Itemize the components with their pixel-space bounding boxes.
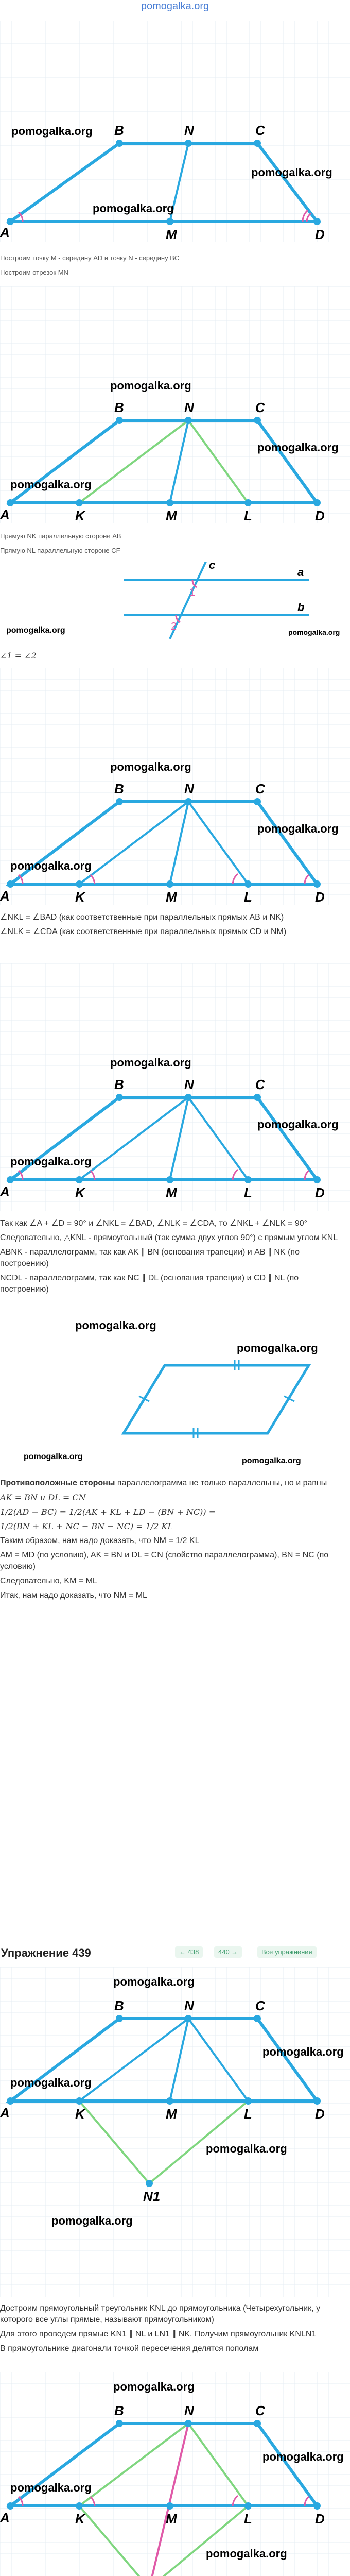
point-N1 <box>146 2180 153 2187</box>
point-D <box>313 1176 321 1183</box>
point-A <box>7 499 14 506</box>
watermark: pomogalka.org <box>110 760 191 773</box>
point-N <box>185 2015 192 2022</box>
watermark: pomogalka.org <box>110 379 191 392</box>
steps-1 <box>0 252 346 281</box>
watermark: pomogalka.org <box>75 1319 156 1332</box>
next-exercise-button[interactable]: 440 → <box>214 1946 242 1958</box>
watermark: pomogalka.org <box>262 2450 344 2463</box>
watermark: pomogalka.org <box>206 2547 287 2560</box>
watermark: pomogalka.org <box>257 822 339 835</box>
point-A <box>7 2097 14 2105</box>
label-A: A <box>0 225 10 240</box>
label-D: D <box>315 508 325 523</box>
para-c-4: Таким образом, нам надо доказать, что NM = 1/2 KL <box>0 1536 200 1545</box>
watermark: pomogalka.org <box>10 2076 92 2089</box>
grid-background <box>0 1967 350 2297</box>
label-N: N <box>184 123 194 138</box>
label-L: L <box>244 2106 252 2122</box>
label-D: D <box>315 889 325 905</box>
point-N <box>185 140 192 147</box>
figure-trapezoid-2 <box>0 286 350 523</box>
point-A <box>7 880 14 888</box>
watermark: pomogalka.org <box>93 202 174 215</box>
trapezoid-2-svg <box>0 286 350 523</box>
watermark: pomogalka.org <box>242 1456 301 1465</box>
point-M <box>166 2502 173 2510</box>
figure-trapezoid-5 <box>0 1967 350 2297</box>
figure-parallelogram <box>0 1319 350 1468</box>
parallelogram-svg <box>0 1319 350 1468</box>
point-C <box>254 417 261 424</box>
label-B: B <box>114 781 124 796</box>
label-angle-1: 1 <box>189 587 196 598</box>
point-B <box>116 417 123 424</box>
parallel-lines-svg <box>0 562 350 639</box>
para-c-intro <box>0 1478 346 1489</box>
point-M <box>166 499 173 506</box>
label-A: A <box>0 2105 10 2121</box>
para-b-2: Следовательно, △KNL - прямоугольный (так сумма двух углов 90°) с прямым углом KNL <box>0 1233 338 1242</box>
step-1-1: Построим точку M - середину AD и точку N - середину BC <box>0 254 180 262</box>
label-K: K <box>75 889 85 905</box>
watermark: pomogalka.org <box>6 626 65 635</box>
label-C: C <box>255 2403 265 2418</box>
label-C: C <box>255 1077 265 1092</box>
para-c-6: Следовательно, KM = ML <box>0 1577 97 1585</box>
watermark: pomogalka.org <box>288 628 340 636</box>
watermark: pomogalka.org <box>24 1452 83 1461</box>
label-A: A <box>0 888 10 904</box>
point-K <box>76 1176 83 1183</box>
para-b-4: NCDL - параллелограмм, так как NC ∥ DL (основания трапеции) и CD ∥ NL (по построению) <box>0 1274 299 1294</box>
para-c-5: AM = MD (по условию), AK = BN и DL = CN (свойство параллелограмма), BN = NC (по условию) <box>0 1551 329 1571</box>
label-M: M <box>166 889 177 905</box>
site-link[interactable]: pomogalka.org <box>141 1 209 12</box>
point-D <box>313 499 321 506</box>
label-L: L <box>244 889 252 905</box>
point-B <box>116 2420 123 2427</box>
point-M <box>166 880 173 888</box>
watermark: pomogalka.org <box>251 166 332 179</box>
para-d-1: Достроим прямоугольный треугольник KNL до прямоугольника (Четырехугольник, у которого все углы прямые, называют прямоугольником) <box>0 2304 321 2324</box>
point-L <box>244 1176 252 1183</box>
point-K <box>76 2502 83 2510</box>
point-C <box>254 1094 261 1101</box>
paragraph-a <box>0 912 346 941</box>
watermark: pomogalka.org <box>113 1975 195 1988</box>
point-M <box>166 2097 173 2105</box>
watermark: pomogalka.org <box>257 441 339 454</box>
watermark: pomogalka.org <box>10 1155 92 1168</box>
label-B: B <box>114 123 124 138</box>
label-M: M <box>166 2106 177 2122</box>
watermark: pomogalka.org <box>10 859 92 872</box>
point-C <box>254 798 261 805</box>
para-b-3: ABNK - параллелограмм, так как AK ∥ BN (основания трапеции) и AB ∥ NK (по построению) <box>0 1248 300 1268</box>
label-C: C <box>255 400 265 415</box>
watermark: pomogalka.org <box>237 1342 318 1354</box>
point-C <box>254 2015 261 2022</box>
label-M: M <box>166 2511 177 2527</box>
step-2-2: Прямую NL параллельную стороне CF <box>0 547 120 554</box>
point-C <box>254 2420 261 2427</box>
label-b: b <box>297 601 305 614</box>
figure-trapezoid-4 <box>0 963 350 1211</box>
label-C: C <box>255 123 265 138</box>
trapezoid-4-svg <box>0 963 350 1211</box>
point-B <box>116 798 123 805</box>
exercise-title: Упражнение 439 <box>1 1946 91 1959</box>
trapezoid-1-svg <box>0 21 350 242</box>
parallelogram-outline <box>124 1365 309 1433</box>
step-1-2: Построим отрезок MN <box>0 268 68 276</box>
point-N <box>185 417 192 424</box>
label-K: K <box>75 508 85 523</box>
prev-exercise-button[interactable]: ← 438 <box>175 1946 203 1958</box>
label-B: B <box>114 2403 124 2418</box>
trapezoid-5-svg <box>0 1967 350 2297</box>
point-D <box>313 2502 321 2510</box>
point-L <box>244 2097 252 2105</box>
steps-2 <box>0 531 346 560</box>
watermark: pomogalka.org <box>10 2481 92 2494</box>
point-L <box>244 2502 252 2510</box>
point-A <box>7 1176 14 1183</box>
point-N <box>185 1094 192 1101</box>
label-D: D <box>315 2511 325 2527</box>
trapezoid-6-svg <box>0 2372 350 2576</box>
label-A: A <box>0 1184 10 1199</box>
point-D <box>313 2097 321 2105</box>
point-L <box>244 880 252 888</box>
label-L: L <box>244 2511 252 2527</box>
figure-parallel-lines <box>0 562 350 639</box>
paragraph-d <box>0 2303 346 2358</box>
para-c-bold: Противоположные стороны <box>0 1479 115 1487</box>
label-N: N <box>184 781 194 796</box>
label-A: A <box>0 507 10 522</box>
point-A <box>7 2502 14 2510</box>
point-K <box>76 2097 83 2105</box>
watermark: pomogalka.org <box>113 2380 195 2393</box>
para-a-2: ∠NLK = ∠CDA (как соответственные при параллельных прямых CD и NM) <box>0 927 287 936</box>
label-a: a <box>297 566 304 579</box>
all-exercises-button[interactable]: Все упражнения <box>257 1946 317 1958</box>
para-c-text: параллелограмма не только параллельны, но и равны <box>115 1479 327 1487</box>
label-N: N <box>184 400 194 415</box>
watermark: pomogalka.org <box>206 2142 287 2155</box>
point-M <box>166 1176 173 1183</box>
label-K: K <box>75 1185 85 1200</box>
para-b-1: Так как ∠A + ∠D = 90° и ∠NKL = ∠BAD, ∠NLK = ∠CDA, то ∠NKL + ∠NLK = 90° <box>0 1219 308 1228</box>
point-L <box>244 499 252 506</box>
label-D: D <box>315 1185 325 1200</box>
point-K <box>76 499 83 506</box>
step-2-1: Прямую NK параллельную стороне AB <box>0 532 121 540</box>
label-N1: N1 <box>143 2189 161 2204</box>
label-M: M <box>166 1185 177 1200</box>
label-N: N <box>184 1077 194 1092</box>
para-c-2: 1/2(AD − BC) = 1/2(AK + KL + LD − (BN + NC)) = <box>0 1507 216 1517</box>
label-C: C <box>255 781 265 796</box>
para-c-7: Итак, нам надо доказать, что NM = ML <box>0 1591 147 1600</box>
trapezoid-3-svg <box>0 668 350 905</box>
angle-equality <box>0 650 346 665</box>
point-N <box>185 2420 192 2427</box>
para-d-2: Для этого проведем прямые KN1 ∥ NL и LN1 ∥ NK. Получим прямоугольник KNLN1 <box>0 2330 317 2338</box>
label-A: A <box>0 2510 10 2526</box>
para-c-1: AK = BN и DL = CN <box>0 1493 86 1502</box>
watermark: pomogalka.org <box>11 125 93 138</box>
label-D: D <box>315 2106 325 2122</box>
grid-background <box>0 963 350 1211</box>
point-C <box>254 140 261 147</box>
label-M: M <box>166 227 177 242</box>
label-L: L <box>244 508 252 523</box>
watermark: pomogalka.org <box>51 2214 133 2227</box>
point-M <box>166 218 173 225</box>
label-K: K <box>75 2106 85 2122</box>
watermark: pomogalka.org <box>257 1118 339 1131</box>
para-a-1: ∠NKL = ∠BAD (как соответственные при параллельных прямых AB и NK) <box>0 913 284 922</box>
label-B: B <box>114 1077 124 1092</box>
point-K <box>76 880 83 888</box>
figure-trapezoid-1 <box>0 21 350 242</box>
label-angle-2: 2 <box>171 621 177 632</box>
para-d-3: В прямоугольнике диагонали точкой пересечения делятся пополам <box>0 2344 259 2353</box>
watermark: pomogalka.org <box>110 1056 191 1069</box>
point-D <box>313 218 321 225</box>
point-N <box>185 798 192 805</box>
watermark: pomogalka.org <box>10 478 92 491</box>
label-M: M <box>166 508 177 523</box>
point-B <box>116 1094 123 1101</box>
label-B: B <box>114 400 124 415</box>
point-D <box>313 880 321 888</box>
figure-trapezoid-6 <box>0 2372 350 2576</box>
watermark: pomogalka.org <box>262 2045 344 2058</box>
label-N: N <box>184 1998 194 2013</box>
label-K: K <box>75 2511 85 2527</box>
angle-eq-text: ∠1 = ∠2 <box>0 651 37 660</box>
label-L: L <box>244 1185 252 1200</box>
label-N: N <box>184 2403 194 2418</box>
point-B <box>116 140 123 147</box>
paragraph-b <box>0 1218 346 1298</box>
label-C: C <box>255 1998 265 2013</box>
para-c-3: 1/2(BN + KL + NC − BN − NC) = 1/2 KL <box>0 1521 173 1531</box>
label-D: D <box>315 227 325 242</box>
paragraph-c <box>0 1478 346 1604</box>
label-c: c <box>209 562 216 571</box>
point-B <box>116 2015 123 2022</box>
point-A <box>7 218 14 225</box>
label-B: B <box>114 1998 124 2013</box>
site-header <box>0 0 350 13</box>
figure-trapezoid-3 <box>0 668 350 905</box>
